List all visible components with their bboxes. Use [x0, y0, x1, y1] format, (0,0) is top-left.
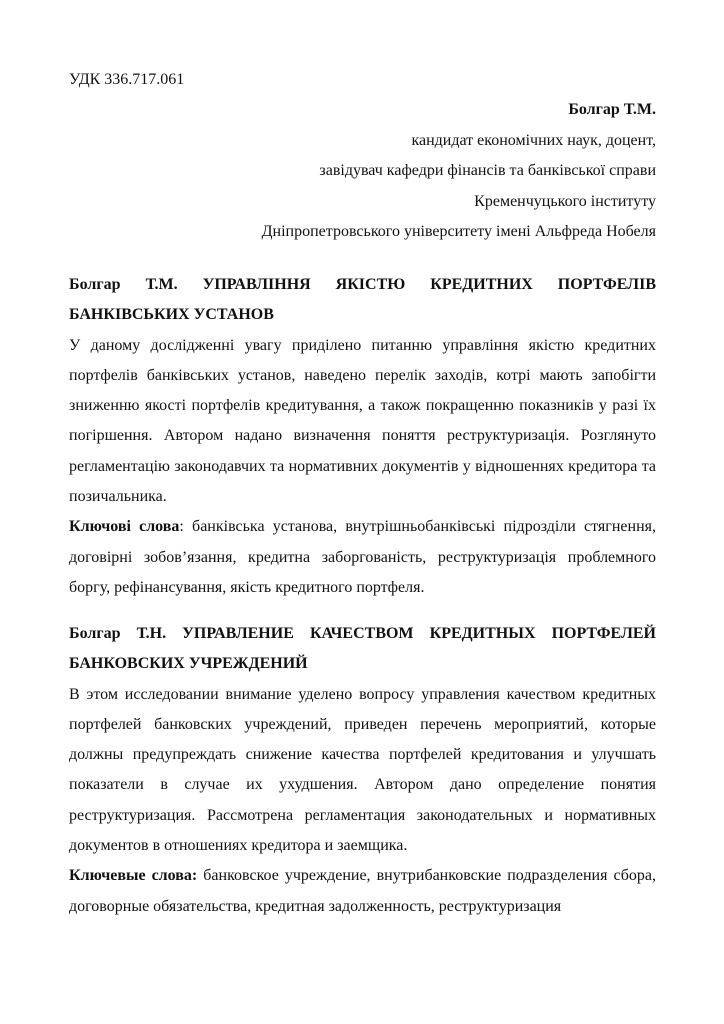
author-affiliation-line: Кременчуцького інституту — [474, 192, 656, 210]
keywords-label: Ключові слова — [69, 518, 180, 536]
abstract-text-ua: У даному дослідженні увагу приділено питанню управління якістю кредитних портфелів банківських установ, наведено перелік заходів, котрі мають запобігти зниженню якості портфелів кредитування, а також покращенню показників у разі їх погіршення. Автором надано визначення поняття реструктуризація. Розглянуто регламентацію законодавчих та нормативних документів у відношеннях кредитора та позичальника. — [69, 336, 656, 506]
keywords-text: банковское учреждение, внутрибанковские подразделения сбора, договорные обязательства, кредитная задолженность, реструктуризация — [69, 867, 656, 915]
article-title-ua — [69, 270, 656, 331]
title-line: БАНКОВСКИХ УЧРЕЖДЕНИЙ — [69, 655, 308, 673]
abstract-ukrainian — [69, 270, 656, 603]
author-name: Болгар Т.М. — [568, 101, 656, 118]
author-block — [262, 95, 656, 248]
author-affiliation-line: завідувач кафедри фінансів та банківської справи — [319, 162, 656, 179]
keywords-text: : банківська установа, внутрішньобанківські підрозділи стягнення, договірні зобов’язання, кредитна заборгованість, реструктуризація проблемного боргу, рефінансування, якість кредитного портфеля. — [69, 518, 657, 596]
article-title-ru — [69, 619, 656, 680]
keywords-ua — [69, 512, 656, 603]
udk-code: УДК 336.717.061 — [69, 71, 185, 88]
title-line: Болгар Т.М. УПРАВЛІННЯ ЯКІСТЮ КРЕДИТНИХ ПОРТФЕЛІВ — [69, 276, 656, 293]
author-affiliation-line: кандидат економічних наук, доцент, — [411, 131, 656, 149]
abstract-russian — [69, 619, 656, 922]
title-line: БАНКІВСЬКИХ УСТАНОВ — [69, 306, 274, 324]
abstract-text-ru: В этом исследовании внимание уделено вопросу управления качеством кредитных портфелей банковских учреждений, приведен перечень мероприятий, которые должны предупреждать снижение качества портфелей кредитования и улучшать показатели в случае их ухудшения. Автором дано определение понятия реструктуризация. Рассмотрена регламентация законодательных и нормативных документов в отношениях кредитора и заемщика. — [69, 685, 656, 855]
keywords-ru — [69, 861, 656, 922]
keywords-label: Ключевые слова: — [69, 867, 198, 885]
author-affiliation-line: Дніпропетровського університету імені Альфреда Нобеля — [261, 223, 656, 240]
title-line: Болгар Т.Н. УПРАВЛЕНИЕ КАЧЕСТВОМ КРЕДИТНЫХ ПОРТФЕЛЕЙ — [69, 625, 656, 642]
